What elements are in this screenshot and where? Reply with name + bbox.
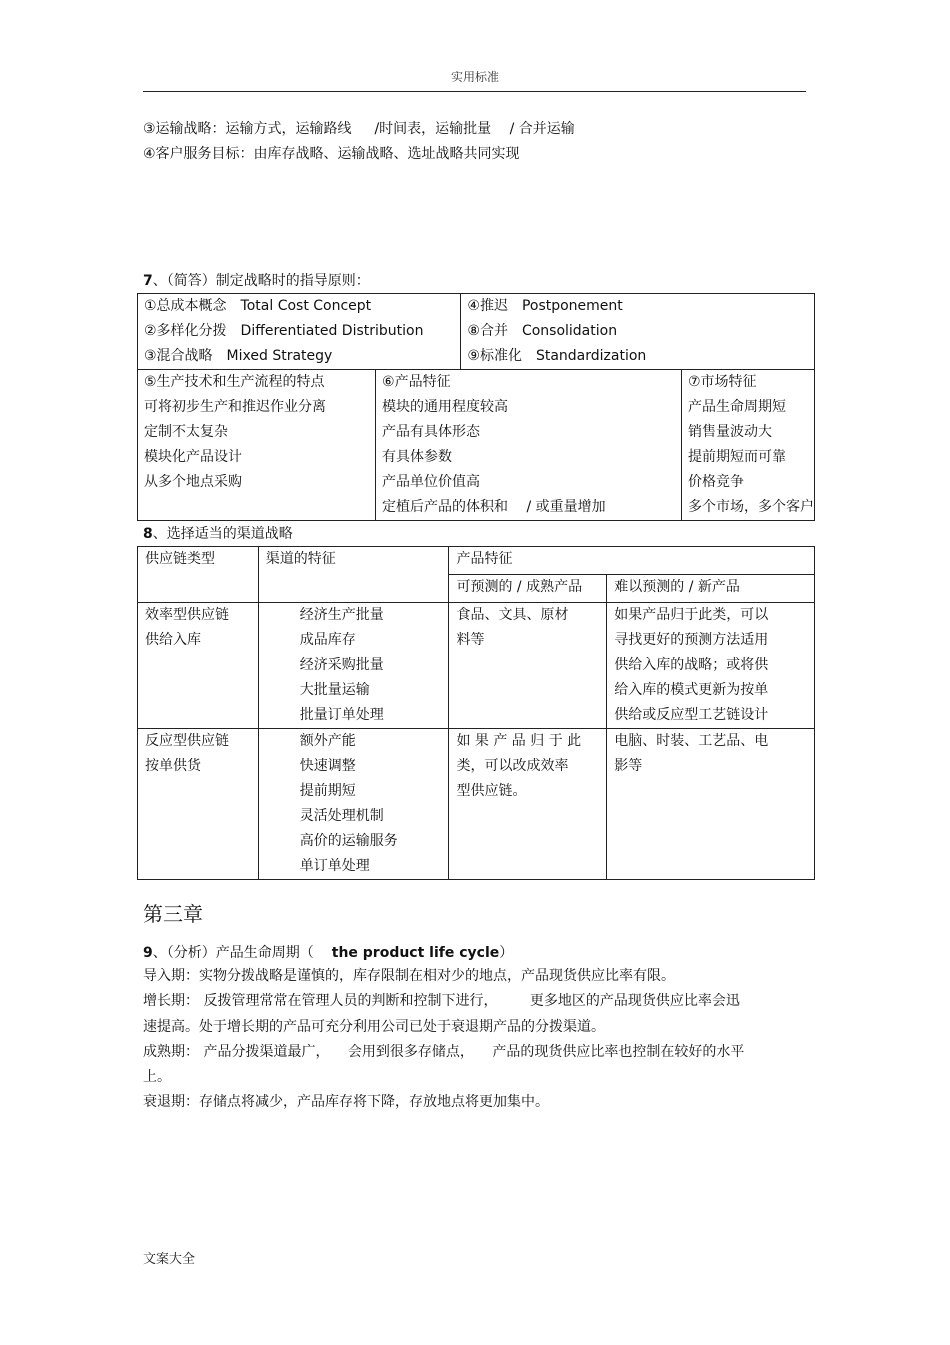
- cell-line: 产品生命周期短: [687, 399, 786, 415]
- cell-line: 高价的运输服务: [299, 833, 398, 849]
- header-label: 产品特征: [456, 551, 513, 567]
- cell-line: 可将初步生产和推迟作业分离: [144, 399, 326, 415]
- table-row: [138, 729, 815, 880]
- cell-line: 寻找更好的预测方法适用: [614, 632, 769, 648]
- section7-title: 、（简答）制定战略时的指导原则：: [152, 273, 370, 289]
- cell-line: 成品库存: [299, 632, 356, 648]
- cell-line: 销售量波动大: [687, 424, 772, 440]
- unpredictable-cell: [607, 603, 815, 729]
- channel-cell: [258, 729, 449, 880]
- principle-item: ⑨标准化 Standardization: [467, 348, 647, 364]
- section9-title: 、（分析）产品生命周期（: [152, 945, 314, 961]
- chain-type-cell: [138, 603, 259, 729]
- cell-line: 有具体参数: [382, 449, 453, 465]
- principles-right-cell: [461, 294, 815, 370]
- cell-line: 给入库的模式更新为按单: [614, 682, 769, 698]
- cell-line: 大批量运输: [299, 682, 370, 698]
- cell-line: 影等: [614, 758, 643, 774]
- cell-line: 按单供货: [145, 758, 201, 774]
- principles-row: [138, 294, 815, 370]
- lifecycle-line: 成熟期： 产品分拨渠道最广， 会用到很多存储点， 产品的现货供应比率也控制在较好的水平: [143, 1044, 745, 1060]
- principle-item: ④推迟 Postponement: [467, 298, 623, 314]
- lifecycle-line: 上。: [143, 1069, 171, 1085]
- cell-line: 反应型供应链: [145, 733, 229, 749]
- cell-line: 模块的通用程度较高: [382, 399, 509, 415]
- intro-line-1: ③运输战略：运输方式，运输路线 /时间表，运输批量 / 合并运输: [143, 121, 575, 137]
- cell-line: 类，可以改成效率: [456, 758, 569, 774]
- cell-line: 提前期短而可靠: [687, 449, 786, 465]
- cell-line: 批量订单处理: [299, 707, 384, 723]
- cell-line: 定植后产品的体积和 / 或重量增加: [382, 499, 606, 515]
- cell-line: 定制不太复杂: [144, 424, 228, 440]
- unpredictable-cell: [607, 729, 815, 880]
- cell-line: 如 果 产 品 归 于 此: [456, 733, 582, 749]
- section9-heading: [143, 944, 513, 962]
- principle-item: ③混合战略 Mixed Strategy: [144, 348, 333, 364]
- header-label: 渠道的特征: [265, 551, 336, 567]
- predictable-header: [449, 575, 607, 603]
- cell-line: ⑦市场特征: [687, 374, 757, 390]
- cell-line: 提前期短: [299, 783, 356, 799]
- page-footer: 文案大全: [143, 1252, 196, 1267]
- channel-cell: [258, 603, 449, 729]
- principles-left-cell: [138, 294, 461, 370]
- principle-item: ②多样化分拨 Differentiated Distribution: [144, 323, 424, 339]
- cell-line: 产品单位价值高: [382, 474, 481, 490]
- lifecycle-line: 衰退期：存储点将减少，产品库存将下降，存放地点将更加集中。: [143, 1094, 549, 1110]
- channel-strategy-table: [137, 546, 815, 880]
- section8-number: 8: [143, 526, 153, 542]
- lifecycle-line: 速提高。处于增长期的产品可充分利用公司已处于衰退期产品的分拨渠道。: [143, 1019, 605, 1035]
- section8-heading: [143, 525, 293, 543]
- cell-line: 电脑、时装、工艺品、电: [614, 733, 769, 749]
- chain-type-header: [138, 547, 259, 603]
- cell-line: 单订单处理: [299, 858, 370, 874]
- production-characteristics-cell: [138, 370, 376, 521]
- header-label: 难以预测的 / 新产品: [614, 579, 740, 595]
- channel-header: [258, 547, 449, 603]
- section9-title-end: ）: [499, 945, 514, 961]
- intro-line-2: ④客户服务目标：由库存战略、运输战略、选址战略共同实现: [143, 146, 520, 162]
- characteristics-row: [138, 370, 815, 521]
- cell-line: 经济生产批量: [299, 607, 384, 623]
- predictable-cell: [449, 603, 607, 729]
- predictable-cell: [449, 729, 607, 880]
- page-header: 实用标准: [450, 70, 499, 84]
- lifecycle-line: 增长期： 反拨管理常常在管理人员的判断和控制下进行， 更多地区的产品现货供应比率会迅: [143, 993, 740, 1009]
- cell-line: 型供应链。: [456, 783, 527, 799]
- market-characteristics-cell: [681, 370, 814, 521]
- cell-line: 经济采购批量: [299, 657, 384, 673]
- header-label: 供应链类型: [145, 551, 215, 567]
- principles-table: [137, 293, 815, 521]
- chapter-title: 第三章: [143, 902, 203, 926]
- cell-line: 从多个地点采购: [144, 474, 242, 490]
- section7-number: 7: [143, 273, 153, 289]
- section9-number: 9: [143, 945, 153, 961]
- header-row: [138, 547, 815, 575]
- cell-line: 供给入库: [145, 632, 201, 648]
- cell-line: 供给或反应型工艺链设计: [614, 707, 769, 723]
- lifecycle-line: 导入期：实物分拨战略是谨慎的，库存限制在相对少的地点，产品现货供应比率有限。: [143, 968, 675, 984]
- cell-line: 如果产品归于此类，可以: [614, 607, 769, 623]
- cell-line: 快速调整: [299, 758, 356, 774]
- section9-title-en: the product life cycle: [331, 945, 500, 961]
- section7-heading: [143, 272, 370, 290]
- principle-item: ⑧合并 Consolidation: [467, 323, 618, 339]
- section8-title: 、选择适当的渠道战略: [152, 526, 293, 542]
- product-characteristics-cell: [376, 370, 682, 521]
- cell-line: 模块化产品设计: [144, 449, 242, 465]
- chain-type-cell: [138, 729, 259, 880]
- cell-line: 额外产能: [299, 733, 356, 749]
- table-row: [138, 603, 815, 729]
- header-divider: [143, 91, 806, 92]
- cell-line: 产品有具体形态: [382, 424, 481, 440]
- cell-line: 效率型供应链: [145, 607, 229, 623]
- cell-line: 食品、文具、原材: [456, 607, 569, 623]
- cell-line: 料等: [456, 632, 485, 648]
- cell-line: ⑤生产技术和生产流程的特点: [144, 374, 325, 390]
- principle-item: ①总成本概念 Total Cost Concept: [144, 298, 372, 314]
- cell-line: ⑥产品特征: [382, 374, 451, 390]
- header-label: 可预测的 / 成熟产品: [456, 579, 583, 595]
- cell-line: 价格竞争: [687, 474, 744, 490]
- cell-line: 供给入库的战略；或将供: [614, 657, 769, 673]
- unpredictable-header: [607, 575, 815, 603]
- product-header: [449, 547, 815, 575]
- cell-line: 灵活处理机制: [299, 808, 384, 824]
- cell-line: 多个市场，多个客户: [687, 499, 814, 515]
